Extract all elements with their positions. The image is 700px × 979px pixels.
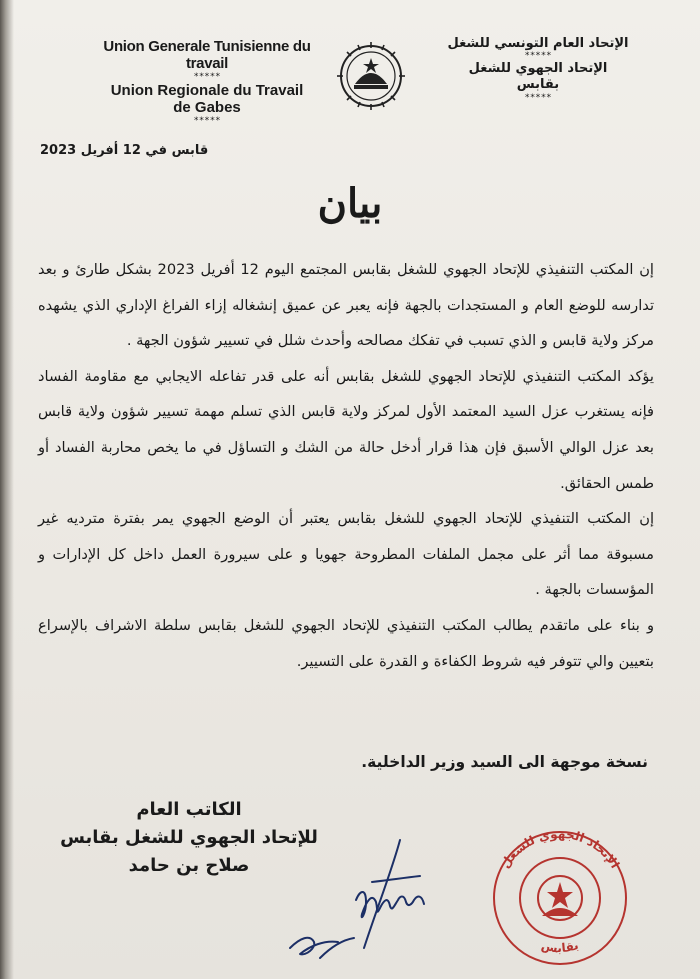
header-fr-stars-2: ***** [193, 116, 221, 126]
header-fr-union-name: Union Generale Tunisienne du travail [103, 38, 311, 72]
paragraph: إن المكتب التنفيذي للإتحاد الجهوي للشغل بقابس يعتبر أن الوضع الجهوي يمر بفترة مترديه غير مسبوقة مما أثر على مجمل الملفات المطروحة جهويا و على سيرورة العمل داخل كل الإدارات و المؤسسات بالجهة . [38, 510, 654, 599]
stamp-bottom-text: بقابس [540, 937, 581, 956]
document-title: بيان [317, 180, 383, 227]
official-stamp [480, 820, 640, 970]
header-ar-union-name: الإتحاد العام التونسي للشغل [447, 36, 629, 51]
copy-to-note: نسخة موجهة الى السيد وزير الداخلية. [361, 753, 648, 771]
handwritten-signature [280, 830, 470, 970]
signatory-role: الكاتب العام [136, 799, 242, 820]
paragraph: يؤكد المكتب التنفيذي للإتحاد الجهوي للشغل بقابس أنه على قدر تفاعله الايجابي مع مقاومة الفساد فإنه يستغرب عزل السيد المعتمد الأول لمركز ولاية قابس الذي تسلم مهمة تسيير شؤون ولاية قابس بعد عزل الوالي الأسبق فإن هذا قرار أدخل حالة من الشك و التساؤل في ما يخص محاربة الفساد أو طمس الحقائق. [38, 367, 654, 492]
header-french [92, 38, 322, 126]
header-arabic [438, 36, 638, 103]
signatory-organization: للإتحاد الجهوي للشغل بقابس [60, 827, 318, 848]
svg-text:الإتحاد الجهوي للشغل [498, 827, 622, 871]
stamp-top-text: الإتحاد الجهوي للشغل [498, 826, 623, 871]
header-ar-stars-1: ***** [524, 51, 552, 61]
union-logo-icon [330, 40, 412, 114]
paragraph: إن المكتب التنفيذي للإتحاد الجهوي للشغل بقابس المجتمع اليوم 12 أفريل 2023 بشكل طارئ و بعد تدارسه للوضع العام و المستجدات بالجهة فإنه يعبر عن عميق إنشغاله إزاء الفراغ الإداري الذي يشهده مركز ولاية قابس و الذي تسبب في تفكك مصالحه وأحدث شلل في تسيير شؤون الجهة . [38, 261, 654, 350]
header-ar-regional-name: الإتحاد الجهوي للشغل [468, 61, 608, 76]
page-edge-shadow [0, 0, 14, 979]
header-fr-city: de Gabes [173, 99, 241, 116]
header-fr-regional-name: Union Regionale du Travail [110, 82, 304, 99]
header-fr-stars-1: ***** [193, 72, 221, 82]
signatory-name: صلاح بن حامد [128, 855, 250, 876]
svg-text:بقابس [540, 938, 580, 956]
statement-body [38, 252, 654, 679]
paragraph: و بناء على ماتقدم يطالب المكتب التنفيذي للإتحاد الجهوي للشغل بقابس سلطة الاشراف بالإسراع بتعيين والي تتوفر فيه شروط الكفاءة و القدرة على التسيير. [38, 616, 654, 670]
letter-date: قابس في 12 أفريل 2023 [40, 143, 209, 158]
header-ar-city: بقابس [516, 77, 560, 92]
header-ar-stars-2: ***** [524, 93, 552, 103]
